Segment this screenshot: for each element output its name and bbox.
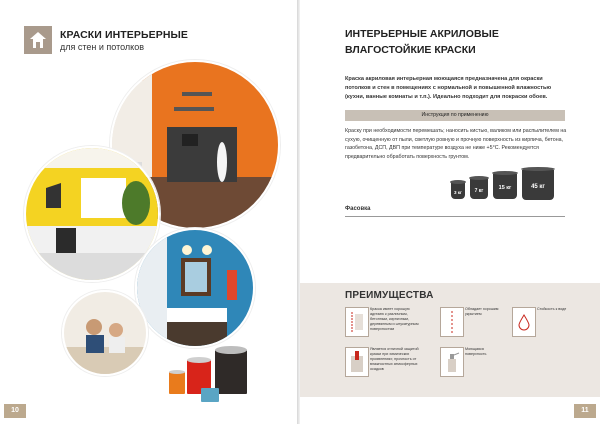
product-description: Краска акриловая интерьерная моющаяся предназначена для окраски потолков и стен в помещениях с нормальной и повышенной влажностью (кухни, ванные комнаты и т.п.). Идеально подходит для покраски обоев.: [345, 76, 552, 100]
house-logo-icon: [24, 26, 52, 54]
instruction-heading: Инструкция по применению: [345, 110, 565, 121]
kitchen-photo: [24, 146, 160, 282]
right-page: [300, 0, 600, 424]
product-title-line2: ВЛАГОСТОЙКИЕ КРАСКИ: [345, 44, 476, 56]
advantages-panel: [300, 283, 600, 397]
bucket-7kg-label: 7 кг: [474, 188, 484, 194]
advantage-washable: Моющаяся поверхность: [465, 347, 487, 356]
left-page: [0, 0, 297, 424]
adhesion-icon: [345, 307, 369, 337]
bucket-7kg: [470, 179, 488, 199]
paint-bucket-icon: [345, 347, 369, 377]
section-subtitle: для стен и потолков: [60, 42, 144, 52]
packaging-divider: [345, 216, 565, 217]
page-number-right: 11: [574, 404, 596, 418]
product-title: [345, 26, 545, 58]
family-photo: [62, 290, 148, 376]
coverage-icon: [440, 307, 464, 337]
advantages-heading: ПРЕИМУЩЕСТВА: [345, 290, 434, 301]
advantage-protection: Является отличной защитой краски при химических проявлениях; прочность от влажностных атмосферных осадков: [370, 347, 419, 371]
advantage-adhesion: Краска имеет хорошую адгезию к различным, бетонным, кирпичным, деревянным и штукатурным поверхностям: [370, 307, 419, 331]
packaging-label: Фасовка: [345, 206, 371, 212]
bucket-15kg: [493, 174, 517, 199]
bucket-45kg: [522, 170, 554, 200]
paint-cans-image: [165, 344, 265, 404]
water-drop-icon: [512, 307, 536, 337]
bucket-3kg-label: 3 кг: [454, 190, 462, 196]
bathroom-photo: [135, 228, 255, 348]
spray-bottle-icon: [440, 347, 464, 377]
instruction-text: Краску при необходимости перемешать; наносить кистью, валиком или распылителем на сухую, очищенную от пыли, светлую ровную и прочную поверхность из кирпича, бетона, газобетона, ДСП, ДВП при температуре воздуха не ниже +5°С. Рекомендуется предварительно обработать поверхность грунтом.: [345, 128, 567, 160]
bucket-45kg-label: 45 кг: [531, 183, 545, 190]
advantage-water-resistance: Стойкость к воде: [537, 307, 567, 311]
advantage-coverage: Обладает хорошим укрытием: [465, 307, 499, 316]
bucket-3kg: [451, 183, 465, 199]
page-number-left: 10: [4, 404, 26, 418]
bucket-15kg-label: 15 кг: [498, 185, 512, 192]
product-title-line1: ИНТЕРЬЕРНЫЕ АКРИЛОВЫЕ: [345, 28, 499, 40]
section-title: КРАСКИ ИНТЕРЬЕРНЫЕ: [60, 29, 189, 41]
